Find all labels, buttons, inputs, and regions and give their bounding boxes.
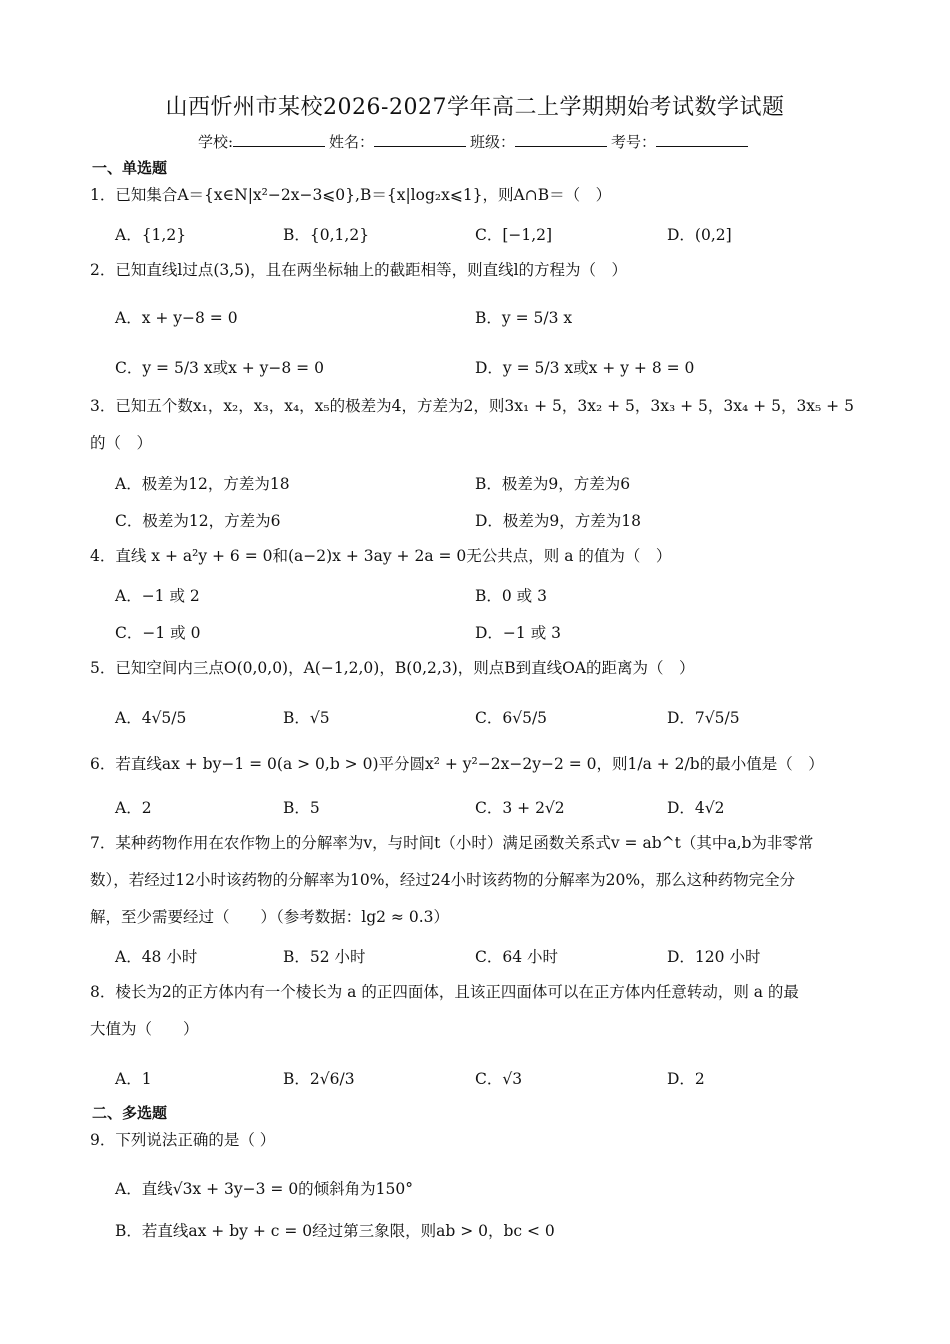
q6-option-a: A．2 <box>115 799 152 817</box>
q4-option-a: A．−1 或 2 <box>115 587 200 605</box>
q8-option-d: D．2 <box>667 1070 705 1088</box>
exam-title: 山西忻州市某校2026-2027学年高二上学期期始考试数学试题 <box>165 95 785 120</box>
q8-option-a: A．1 <box>115 1070 152 1088</box>
exam-no-blank[interactable] <box>656 132 748 147</box>
name-blank[interactable] <box>374 132 466 147</box>
q1-option-a: A．{1,2} <box>115 226 187 244</box>
q7-option-d: D．120 小时 <box>667 948 761 966</box>
q6-option-c: C．3 + 2√2 <box>475 799 565 817</box>
question-7-stem-line1: 7．某种药物作用在农作物上的分解率为v，与时间t（小时）满足函数关系式v = ab^t（其中a,b为非零常 <box>90 834 814 852</box>
q6-option-b: B．5 <box>283 799 320 817</box>
q1-option-d: D．(0,2] <box>667 226 732 244</box>
name-label: 姓名： <box>329 133 375 151</box>
q5-option-d: D．7√5/5 <box>667 709 740 727</box>
school-label: 学校: <box>197 133 233 151</box>
q3-option-c: C．极差为12，方差为6 <box>115 512 281 530</box>
question-4-stem: 4．直线 x + a²y + 6 = 0和(a−2)x + 3ay + 2a = 0无公共点，则 a 的值为（ ） <box>90 547 672 565</box>
question-7-stem-line3: 解，至少需要经过（ ）（参考数据：lg2 ≈ 0.3） <box>90 908 449 926</box>
question-8-stem-line2: 大值为（ ） <box>90 1020 199 1038</box>
q9-option-b: B．若直线ax + by + c = 0经过第三象限，则ab > 0，bc < 0 <box>115 1222 555 1240</box>
q3-option-b: B．极差为9，方差为6 <box>475 475 631 493</box>
q2-option-a: A．x + y−8 = 0 <box>115 309 238 327</box>
question-1-stem: 1．已知集合A＝{x∈N|x²−2x−3⩽0},B＝{x|log₂x⩽1}，则A∩B＝（ ） <box>90 186 612 204</box>
q5-option-a: A．4√5/5 <box>115 709 187 727</box>
q8-option-b: B．2√6/3 <box>283 1070 355 1088</box>
q1-option-c: C．[−1,2] <box>475 226 553 244</box>
class-label: 班级： <box>470 133 516 151</box>
q4-option-d: D．−1 或 3 <box>475 624 561 642</box>
q2-option-d: D．y = 5/3 x或x + y + 8 = 0 <box>475 359 695 377</box>
section-single-choice: 一、单选题 <box>92 159 168 177</box>
q8-option-c: C．√3 <box>475 1070 523 1088</box>
question-9-stem: 9．下列说法正确的是（ ） <box>90 1131 276 1149</box>
question-8-stem-line1: 8．棱长为2的正方体内有一个棱长为 a 的正四面体，且该正四面体可以在正方体内任意转动，则 a 的最 <box>90 983 799 1001</box>
q9-option-a: A．直线√3x + 3y−3 = 0的倾斜角为150° <box>115 1180 414 1198</box>
question-6-stem: 6．若直线ax + by−1 = 0(a > 0,b > 0)平分圆x² + y²−2x−2y−2 = 0，则1/a + 2/b的最小值是（ ） <box>90 755 824 773</box>
q3-option-d: D．极差为9，方差为18 <box>475 512 642 530</box>
q1-option-b: B．{0,1,2} <box>283 226 370 244</box>
q5-option-b: B．√5 <box>283 709 330 727</box>
question-2-stem: 2．已知直线l过点(3,5)，且在两坐标轴上的截距相等，则直线l的方程为（ ） <box>90 261 628 279</box>
student-info-line <box>0 131 950 152</box>
section-multiple-choice: 二、多选题 <box>92 1104 168 1122</box>
question-3-stem-line1: 3．已知五个数x₁，x₂，x₃，x₄，x₅的极差为4，方差为2，则3x₁ + 5，3x₂ + 5，3x₃ + 5，3x₄ + 5，3x₅ + 5 <box>90 397 854 415</box>
q3-option-a: A．极差为12，方差为18 <box>115 475 290 493</box>
exam-no-label: 考号： <box>611 133 657 151</box>
q2-option-c: C．y = 5/3 x或x + y−8 = 0 <box>115 359 324 377</box>
q7-option-b: B．52 小时 <box>283 948 366 966</box>
q7-option-a: A．48 小时 <box>115 948 198 966</box>
question-5-stem: 5．已知空间内三点O(0,0,0)，A(−1,2,0)，B(0,2,3)，则点B到直线OA的距离为（ ） <box>90 659 695 677</box>
class-blank[interactable] <box>515 132 607 147</box>
q4-option-c: C．−1 或 0 <box>115 624 201 642</box>
q4-option-b: B．0 或 3 <box>475 587 547 605</box>
q5-option-c: C．6√5/5 <box>475 709 548 727</box>
q7-option-c: C．64 小时 <box>475 948 559 966</box>
q2-option-b: B．y = 5/3 x <box>475 309 573 327</box>
q6-option-d: D．4√2 <box>667 799 725 817</box>
question-7-stem-line2: 数），若经过12小时该药物的分解率为10%，经过24小时该药物的分解率为20%，那么这种药物完全分 <box>90 871 796 889</box>
question-3-stem-line2: 的（ ） <box>90 434 153 452</box>
school-blank[interactable] <box>233 132 325 147</box>
